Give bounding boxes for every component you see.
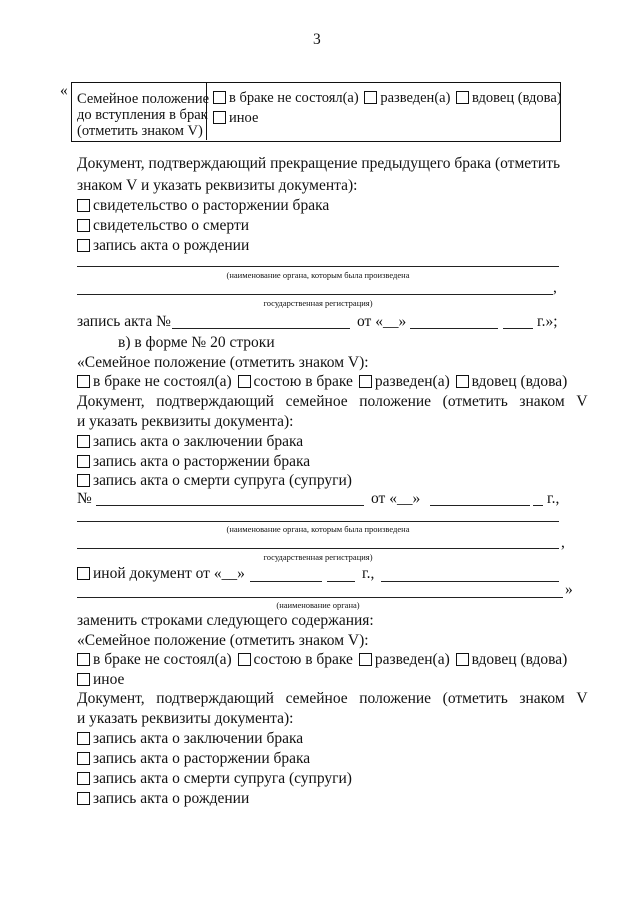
checkbox-not-married-3[interactable] [77,653,90,666]
reg-line-2[interactable] [77,548,559,549]
checkbox-spouse-death-record[interactable] [77,474,90,487]
record-number-line[interactable] [172,328,350,329]
checkbox-divorce-record-3[interactable] [77,752,90,765]
organ-line-1[interactable] [77,266,559,267]
checkbox-not-married-2[interactable] [77,375,90,388]
checkbox-widowed[interactable] [456,91,469,104]
organ-line-2[interactable] [77,521,559,522]
caption-reg-2: государственная регистрация) [263,552,373,562]
checkbox-married-3[interactable] [238,653,251,666]
block1-opt3: запись акта о рождении [77,237,249,255]
checkbox-divorce-record[interactable] [77,455,90,468]
form20-intro: в) в форме № 20 строки [118,334,275,351]
checkbox-spouse-death-record-3[interactable] [77,772,90,785]
num-line[interactable] [96,505,364,506]
checkbox-other[interactable] [213,111,226,124]
table-label: Семейное положение до вступления в брак (отметить знаком V) [77,91,210,139]
doc3-opt4: запись акта о рождении [77,790,249,808]
record-from: от «__» [357,313,407,330]
replace-text: заменить строками следующего содержания: [77,612,374,629]
doc2-opt3: запись акта о смерти супруга (супруги) [77,472,352,490]
quote-close: » [565,581,573,598]
checkbox-widowed-3[interactable] [456,653,469,666]
num-end: г., [547,490,560,507]
doc3-opt1: запись акта о заключении брака [77,730,303,748]
doc-heading-2b: и указать реквизиты документа): [77,413,294,430]
page-number: 3 [313,31,321,48]
block1-heading2: знаком V и указать реквизиты документа): [77,177,358,194]
other-doc-year-line[interactable] [327,581,355,582]
doc2-opt1: запись акта о заключении брака [77,433,303,451]
checkbox-divorced-3[interactable] [359,653,372,666]
record-end: г.»; [537,313,558,330]
record-month-line[interactable] [410,328,498,329]
checkbox-divorce-cert[interactable] [77,199,90,212]
num-label: № [77,490,92,507]
checkbox-death-cert[interactable] [77,219,90,232]
doc2-opt2: запись акта о расторжении брака [77,453,310,471]
doc-heading-2: Документ, подтверждающий семейное положение (отметить знаком V [77,393,588,410]
num-from: от «__» [371,490,421,507]
checkbox-marriage-record[interactable] [77,435,90,448]
num-month-line[interactable] [430,505,530,506]
checkbox-married-2[interactable] [238,375,251,388]
checkbox-widowed-2[interactable] [456,375,469,388]
caption-organ-1: (наименование органа, которым была произведена [226,270,410,280]
caption-organ-short: (наименование органа) [276,600,360,610]
table-options-row2 [213,110,258,127]
reg-line-1[interactable] [77,294,553,295]
other-doc-month-line[interactable] [250,581,322,582]
label-other: иное [229,110,259,126]
other-doc: иной документ от «__» [77,565,245,583]
checkbox-marriage-record-3[interactable] [77,732,90,745]
other-doc-organ-line[interactable] [381,581,559,582]
doc-heading-3b: и указать реквизиты документа): [77,710,294,727]
status-other-3: иное [77,671,124,689]
label-widowed: вдовец (вдова) [472,90,562,106]
caption-organ-2: (наименование органа, которым была произведена [226,524,410,534]
label-divorced: разведен(а) [380,90,451,106]
status-options-2: в браке не состоял(а) состою в браке разведен(а) вдовец (вдова) [77,373,567,391]
checkbox-other-doc[interactable] [77,567,90,580]
other-doc-organ-line-2[interactable] [77,597,563,598]
doc3-opt2: запись акта о расторжении брака [77,750,310,768]
table-options-row1 [213,90,562,107]
status-heading-2: «Семейное положение (отметить знаком V): [77,354,369,371]
block1-heading: Документ, подтверждающий прекращение предыдущего брака (отметить [77,155,561,172]
status-heading-3: «Семейное положение (отметить знаком V): [77,632,369,649]
comma-1: , [553,279,557,296]
quote-open: « [60,82,68,99]
other-doc-g: г., [362,565,375,582]
record-label: запись акта № [77,313,171,330]
checkbox-divorced[interactable] [364,91,377,104]
doc-heading-3: Документ, подтверждающий семейное положение (отметить знаком V [77,690,588,707]
status-options-3: в браке не состоял(а) состою в браке разведен(а) вдовец (вдова) [77,651,567,669]
doc3-opt3: запись акта о смерти супруга (супруги) [77,770,352,788]
checkbox-birth-record-3[interactable] [77,792,90,805]
record-year-line[interactable] [503,328,533,329]
checkbox-other-3[interactable] [77,673,90,686]
checkbox-not-married[interactable] [213,91,226,104]
num-year-line[interactable] [533,505,543,506]
label-not-married: в браке не состоял(а) [229,90,359,106]
comma-2: , [561,534,565,551]
checkbox-divorced-2[interactable] [359,375,372,388]
caption-reg-1: государственная регистрация) [263,298,373,308]
checkbox-birth-record[interactable] [77,239,90,252]
block1-opt2: свидетельство о смерти [77,217,249,235]
block1-opt1: свидетельство о расторжении брака [77,197,329,215]
